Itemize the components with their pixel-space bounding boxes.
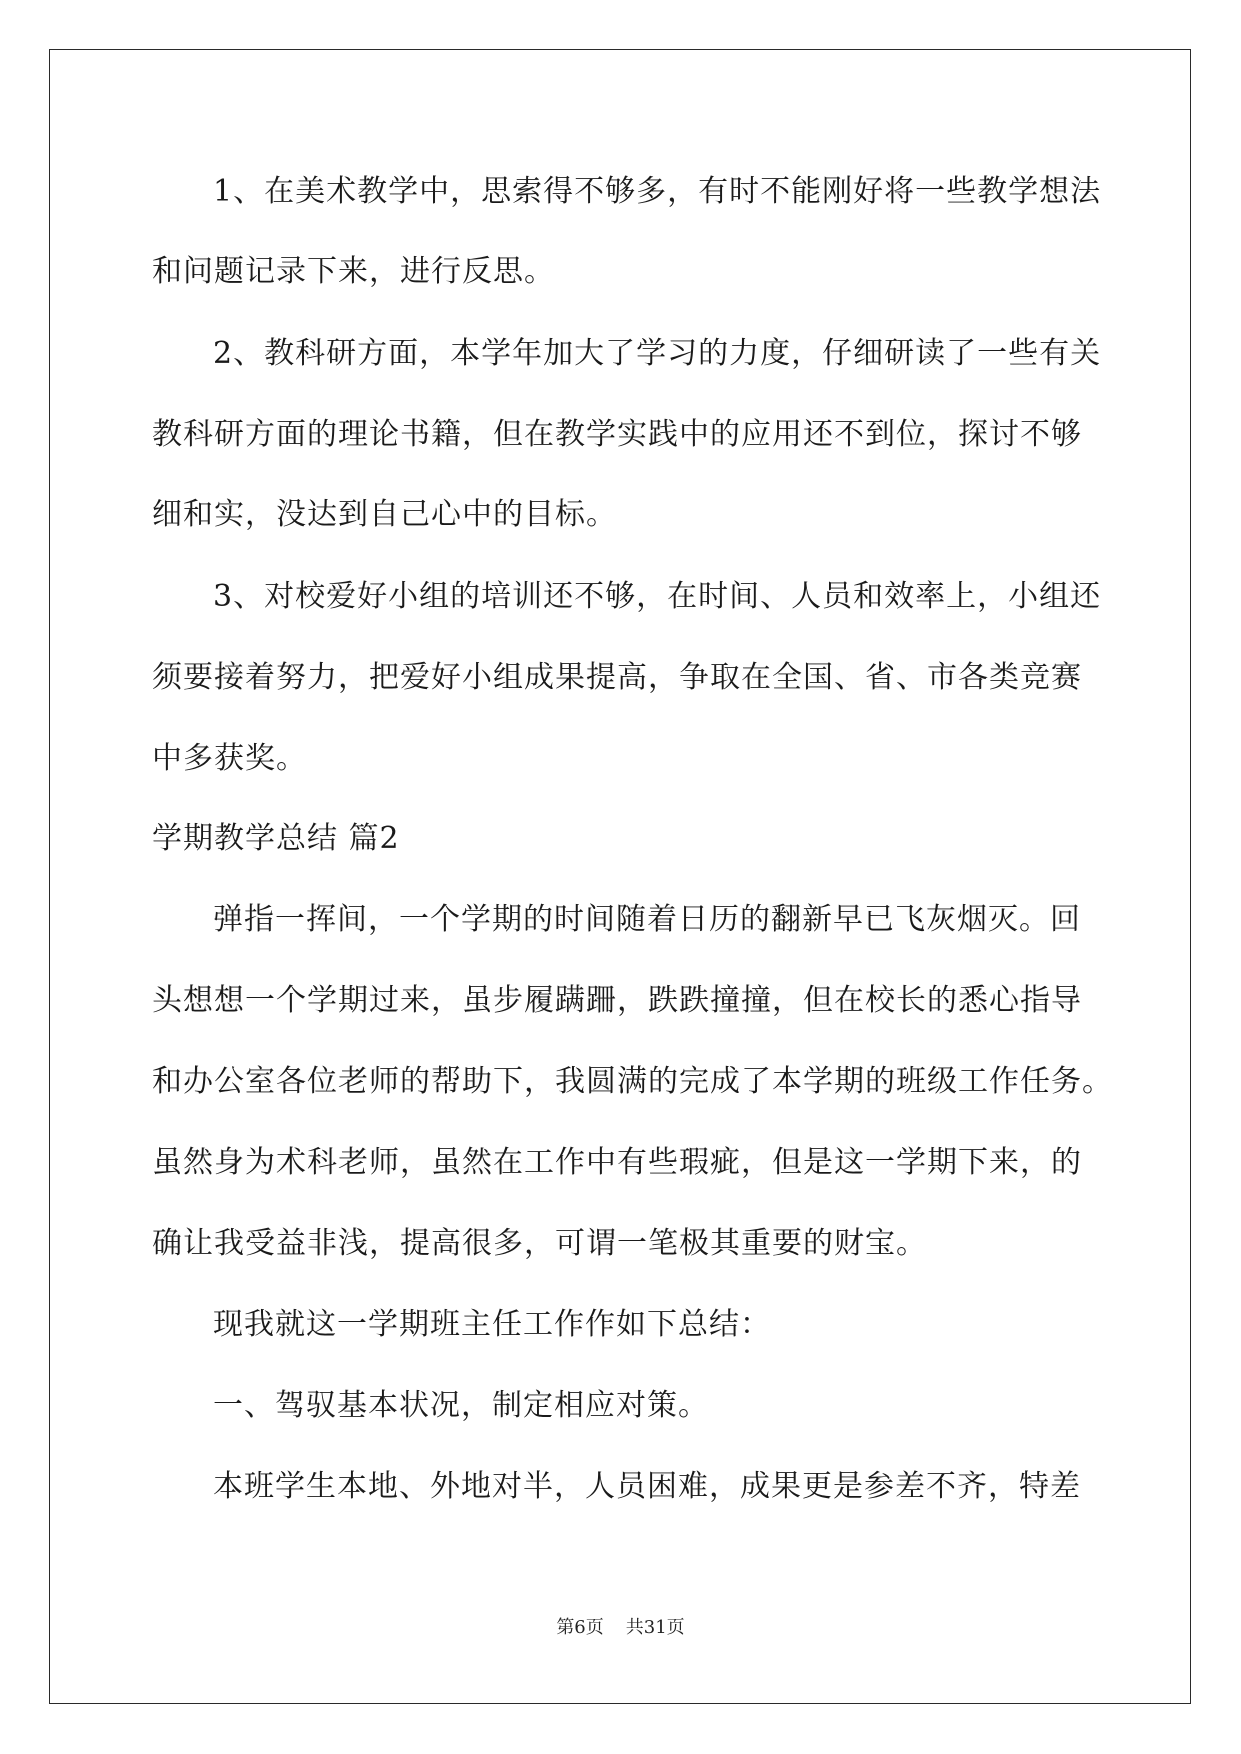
paragraph-line: 1、在美术教学中，思索得不够多，有时不能刚好将一些教学想法 <box>213 174 1102 209</box>
page-footer <box>0 1616 1241 1640</box>
paragraph-line: 本班学生本地、外地对半，人员困难，成果更是参差不齐，特差 <box>213 1469 1081 1504</box>
page-border <box>49 49 1191 1704</box>
paragraph-line: 和办公室各位老师的帮助下，我圆满的完成了本学期的班级工作任务。 <box>152 1064 1113 1099</box>
paragraph-line: 头想想一个学期过来，虽步履蹒跚，跌跌撞撞，但在校长的悉心指导 <box>152 983 1082 1018</box>
paragraph-line: 细和实，没达到自己心中的目标。 <box>152 497 617 532</box>
paragraph-line: 现我就这一学期班主任工作作如下总结： <box>213 1307 771 1342</box>
page-total: 共31页 <box>625 1617 685 1638</box>
paragraph-line: 须要接着努力，把爱好小组成果提高，争取在全国、省、市各类竞赛 <box>152 660 1082 695</box>
section-heading: 学期教学总结 篇2 <box>152 821 400 856</box>
paragraph-line: 确让我受益非浅，提高很多，可谓一笔极其重要的财宝。 <box>152 1226 927 1261</box>
paragraph-line: 2、教科研方面，本学年加大了学习的力度，仔细研读了一些有关 <box>213 336 1102 371</box>
paragraph-line: 一、驾驭基本状况，制定相应对策。 <box>213 1388 709 1423</box>
paragraph-line: 3、对校爱好小组的培训还不够，在时间、人员和效率上，小组还 <box>213 579 1102 614</box>
paragraph-line: 和问题记录下来，进行反思。 <box>152 254 555 289</box>
page-number: 第6页 <box>556 1617 604 1638</box>
paragraph-line: 教科研方面的理论书籍，但在教学实践中的应用还不到位，探讨不够 <box>152 417 1082 452</box>
paragraph-line: 中多获奖。 <box>152 741 307 776</box>
paragraph-line: 弹指一挥间，一个学期的时间随着日历的翻新早已飞灰烟灭。回 <box>213 902 1081 937</box>
paragraph-line: 虽然身为术科老师，虽然在工作中有些瑕疵，但是这一学期下来，的 <box>152 1145 1082 1180</box>
